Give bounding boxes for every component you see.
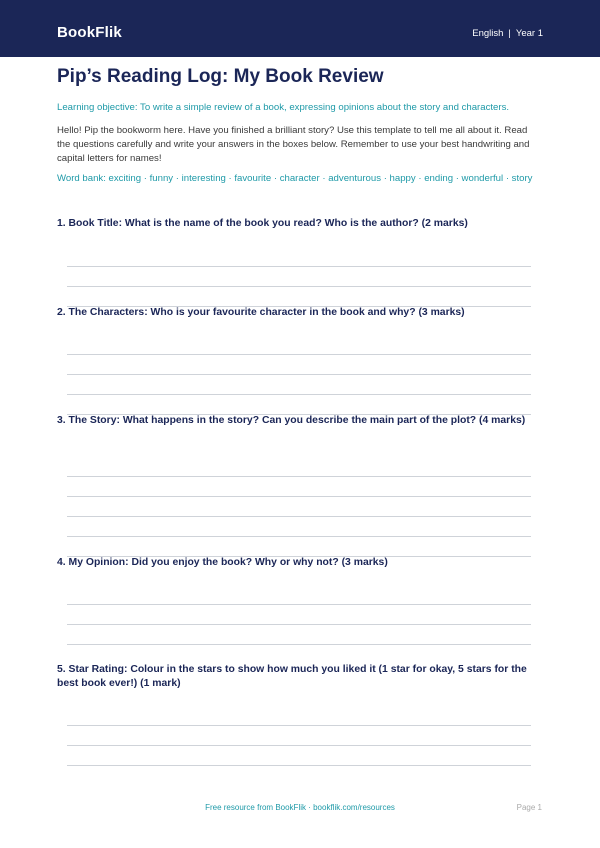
answer-line[interactable] [67,725,531,726]
subject-label: English [472,28,504,39]
page-header [0,0,600,57]
answer-line[interactable] [67,516,531,517]
question-4: 4. My Opinion: Did you enjoy the book? Why or why not? (3 marks) [57,557,388,568]
answer-line[interactable] [67,644,531,645]
learning-objective: Learning objective: To write a simple review of a book, expressing opinions about the story and characters. [57,102,510,113]
answer-line[interactable] [67,604,531,605]
answer-line[interactable] [67,374,531,375]
question-3: 3. The Story: What happens in the story? Can you describe the main part of the plot? (4 marks) [57,415,526,426]
year-label: Year 1 [515,28,543,39]
answer-line[interactable] [67,536,531,537]
question-5: 5. Star Rating: Colour in the stars to show how much you liked it (1 star for okay, 5 stars for the best book ever!) (1 mark) [57,664,527,689]
intro-paragraph: Hello! Pip the bookworm here. Have you finished a brilliant story? Use this template to tell me all about it. Read the questions carefully and write your answers in the boxes below. Remember to use your best handwriting and capital letters for names! [57,125,530,164]
question-2: 2. The Characters: Who is your favourite character in the book and why? (3 marks) [57,307,465,318]
answer-line[interactable] [67,624,531,625]
answer-line[interactable] [67,745,531,746]
brand-logo-text: BookFlik [57,24,122,41]
subject-year-label [472,28,543,39]
answer-line[interactable] [67,496,531,497]
answer-line[interactable] [67,354,531,355]
page-title: Pip’s Reading Log: My Book Review [57,66,384,87]
footer-credit: Free resource from BookFlik · bookflik.com/resources [205,803,395,812]
answer-line[interactable] [67,266,531,267]
answer-line[interactable] [67,286,531,287]
page-number: Page 1 [516,803,542,812]
answer-line[interactable] [67,394,531,395]
question-1: 1. Book Title: What is the name of the book you read? Who is the author? (2 marks) [57,218,468,229]
answer-line[interactable] [67,476,531,477]
meta-separator: | [508,28,511,39]
answer-line[interactable] [67,765,531,766]
word-bank: Word bank: exciting · funny · interesting · favourite · character · adventurous · happy · ending · wonderful · story [57,173,533,184]
